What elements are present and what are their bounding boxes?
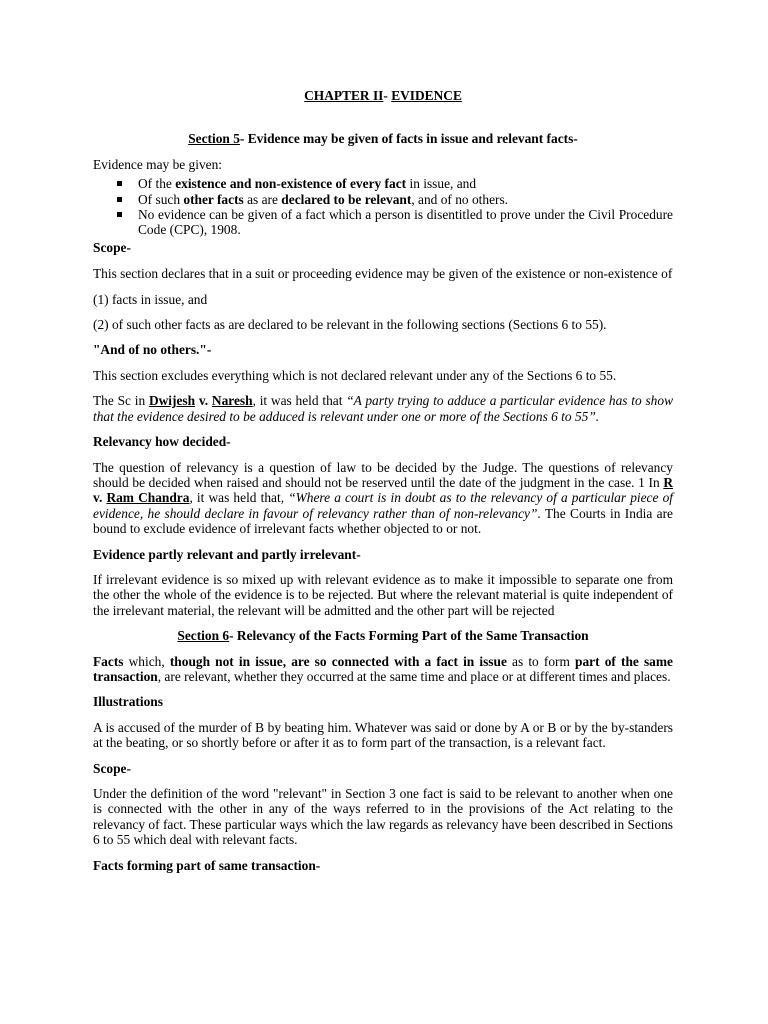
- illustrations-heading: Illustrations: [93, 694, 163, 710]
- section5-scope-heading: Scope-: [93, 239, 131, 255]
- section6-number: Section 6: [177, 628, 230, 644]
- section5-intro: Evidence may be given:: [93, 156, 223, 172]
- paragraph-text: The Sc in: [93, 393, 149, 409]
- no-others-text: This section excludes everything which is not declared relevant under any of the Sections 6 to 55.: [93, 367, 617, 383]
- section5-bullet-list: [93, 176, 673, 238]
- relevancy-heading: Relevancy how decided-: [93, 434, 231, 450]
- section5-title: - Evidence may be given of facts in issue and relevant facts-: [239, 131, 578, 147]
- same-transaction-heading: Facts forming part of same transaction-: [93, 857, 321, 873]
- section5-number: Section 5: [188, 131, 240, 147]
- section6-scope-heading: Scope-: [93, 760, 131, 776]
- bullet-text: in issue, and: [406, 176, 477, 192]
- case-party: Dwijesh: [148, 393, 196, 409]
- case-party: R: [663, 474, 673, 490]
- paragraph-text: as to form: [506, 653, 576, 669]
- no-others-heading: "And of no others."-: [93, 342, 212, 358]
- case-party: Naresh: [211, 393, 253, 409]
- section6-title: - Relevancy of the Facts Forming Part of the Same Transaction: [229, 628, 589, 644]
- case-quote: “A party trying to adduce a particular evidence has to show that the evidence desired to be adduced is relevant under one or more of the Sections 6 to 55”.: [93, 393, 674, 424]
- bullet-emphasis: declared to be relevant: [281, 191, 412, 207]
- list-item: [93, 207, 673, 238]
- square-bullet-icon: [117, 197, 122, 202]
- case-versus: v.: [195, 393, 212, 409]
- case-versus: v.: [93, 490, 107, 506]
- paragraph-text: , are relevant, whether they occurred at the same time and place or at different times and places.: [157, 668, 671, 684]
- case-quote: “Where a court is in doubt as to the relevancy of a particular piece of evidence, he should declare in favour of relevancy rather than of non-relevancy”: [93, 490, 673, 521]
- bullet-emphasis: existence and non-existence of every fact: [175, 176, 407, 192]
- section5-item-2: (2) of such other facts as are declared to be relevant in the following sections (Sections 6 to 55).: [93, 317, 607, 333]
- document-body: [93, 88, 673, 873]
- paragraph-text: , it was held that: [252, 393, 347, 409]
- list-item: [93, 176, 673, 191]
- section6-heading: [93, 628, 673, 643]
- list-item: [93, 192, 673, 207]
- paragraph-emphasis: though not in issue, are so connected with a fact in issue: [169, 653, 507, 669]
- chapter-dash: -: [383, 88, 392, 103]
- chapter-title: EVIDENCE: [391, 88, 462, 103]
- chapter-number: CHAPTER II: [304, 88, 384, 103]
- partly-relevant-text: If irrelevant evidence is so mixed up with relevant evidence as to make it impossible to separate one from the other the whole of the evidence is to be rejected. But where the relevant material is quite independent of the irrelevant material, the relevant will be admitted and the other part will be rejected: [93, 571, 673, 618]
- paragraph-emphasis: part of the same transaction: [93, 653, 673, 684]
- square-bullet-icon: [117, 212, 122, 217]
- section5-heading: [93, 131, 673, 146]
- square-bullet-icon: [117, 181, 122, 186]
- case-party: Ram Chandra: [106, 490, 190, 506]
- bullet-text: Of the: [138, 176, 176, 192]
- chapter-heading: [93, 88, 673, 103]
- section6-scope-text: Under the definition of the word "relevant" in Section 3 one fact is said to be relevant to another when one is connected with the other in any of the ways referred to in the provisions of the Act relating to the relevancy of fact. These particular ways which the law regards as relevancy have been described in Sections 6 to 55 which deal with relevant facts.: [93, 786, 673, 848]
- bullet-text: No evidence can be given of a fact which a person is disentitled to prove under the Civil Procedure Code (CPC), 1908.: [138, 207, 673, 238]
- case-dwijesh-paragraph: [93, 393, 673, 424]
- bullet-text: as are: [243, 191, 282, 207]
- paragraph-text: which,: [123, 653, 170, 669]
- section5-item-1: (1) facts in issue, and: [93, 291, 208, 307]
- paragraph-text: , it was held that,: [189, 490, 289, 506]
- section6-definition: [93, 654, 673, 685]
- partly-relevant-heading: Evidence partly relevant and partly irrelevant-: [93, 546, 361, 562]
- bullet-text: Of such: [138, 191, 184, 207]
- paragraph-emphasis: Facts: [93, 653, 124, 669]
- illustration-text: A is accused of the murder of B by beating him. Whatever was said or done by A or B or by the by-standers at the beating, or so shortly before or after it as to form part of the transaction, is a relevant fact.: [93, 719, 673, 751]
- relevancy-paragraph: [93, 460, 673, 537]
- paragraph-text: The question of relevancy is a question of law to be decided by the Judge. The questions of relevancy should be decided when raised and should not be reserved until the date of the judgment in the case. 1 In: [93, 459, 673, 490]
- bullet-text: , and of no others.: [411, 191, 509, 207]
- section5-scope-text: This section declares that in a suit or proceeding evidence may be given of the existence or non-existence of: [93, 266, 673, 282]
- paragraph-text: . The Courts in India are bound to exclude evidence of irrelevant facts whether objected to or not.: [93, 505, 673, 537]
- bullet-emphasis: other facts: [183, 191, 244, 207]
